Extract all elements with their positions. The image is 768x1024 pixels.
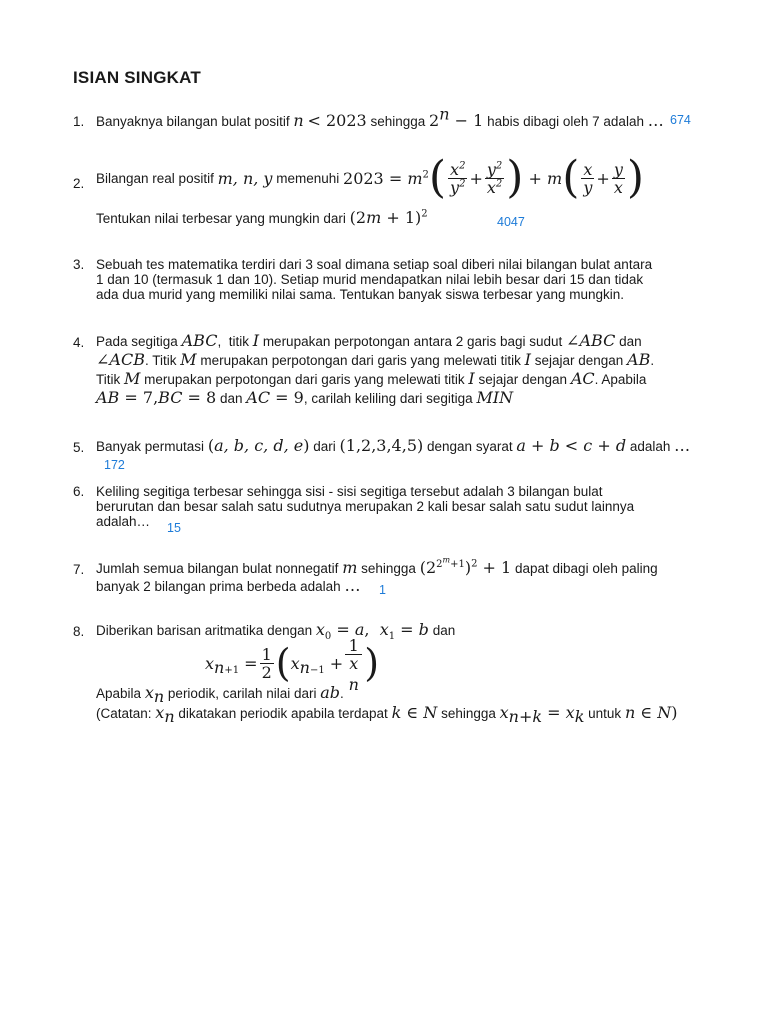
question-1-text: Banyaknya bilangan bulat positif n < 2023 sehingga $2^n - 1$ habis dibagi oleh 7 adalah … xyxy=(96,104,664,130)
page-title: ISIAN SINGKAT xyxy=(73,68,201,87)
question-number-2: 2. xyxy=(73,176,85,191)
question-8-line-3: Apabila $x_n$ periodik, carilah nilai dari ab. xyxy=(96,683,344,707)
question-7-line-2: banyak 2 bilangan prima berbeda adalah … xyxy=(96,576,361,595)
question-6-line-1: Keliling segitiga terbesar sehingga sisi - sisi segitiga tersebut adalah 3 bilangan bulat xyxy=(96,484,603,499)
answer-2: 4047 xyxy=(497,215,525,229)
question-5-text: Banyak permutasi (a, b, c, d, e) dari (1,2,3,4,5) dengan syarat a + b < c + d adalah … xyxy=(96,436,691,455)
question-4-line-3: Titik M merupakan perpotongan dari garis yang melewati titik I sejajar dengan AC. Apabila xyxy=(96,369,647,388)
question-3-line-1: Sebuah tes matematika terdiri dari 3 soal dimana setiap soal diberi nilai bilangan bulat antara xyxy=(96,257,653,272)
question-4-line-4: AB = 7,BC = 8 dan AC = 9, carilah keliling dari segitiga MIN xyxy=(96,388,514,407)
question-2-text: Bilangan real positif m, n, y memenuhi $2023 = m^2$ ( $\frac{x^2}{y^2}$ + $\frac{y^2}{x^2}$ ) + m ( $\frac{x}{y}$ + $\frac{y}{x}$ ) xyxy=(96,152,645,203)
question-number-3: 3. xyxy=(73,257,85,272)
question-8-line-4: (Catatan: $x_n$ dikatakan periodik apabila terdapat k ∈ N sehingga $x_{n+k} = x_k$ untuk n ∈ N) xyxy=(96,703,678,727)
question-number-1: 1. xyxy=(73,114,85,129)
recurrence-formula: $x_{n+1}$ = $\frac{1}{2}$ ( $x_{n-1}$ + 1 x $_n$ ) xyxy=(205,636,380,695)
question-number-6: 6. xyxy=(73,484,85,499)
question-2-line-2: Tentukan nilai terbesar yang mungkin dari $(2m + 1)^2$ xyxy=(96,208,428,227)
question-number-8: 8. xyxy=(73,624,85,639)
question-6-line-2: berurutan dan besar salah satu sudutnya merupakan 2 kali besar salah satu sudut lainnya xyxy=(96,499,635,514)
question-7-line-1: Jumlah semua bilangan bulat nonnegatif m sehingga $(2^{2^m+1})^2 + 1$ dapat dibagi oleh paling xyxy=(96,555,658,577)
question-8-line-1: Diberikan barisan aritmatika dengan $x_0 = a$, $x_1 = b$ dan xyxy=(96,620,456,643)
question-4-line-2: ∠ACB. Titik M merupakan perpotongan dari garis yang melewati titik I sejajar dengan AB. xyxy=(96,350,655,369)
question-3-line-3: ada dua murid yang memiliki nilai sama. Tentukan banyak siswa terbesar yang mungkin. xyxy=(96,287,625,302)
question-3-line-2: 1 dan 10 (termasuk 1 dan 10). Setiap murid mendapatkan nilai lebih besar dari 15 dan tidak xyxy=(96,272,644,287)
question-number-4: 4. xyxy=(73,335,85,350)
answer-6: 15 xyxy=(167,521,181,535)
answer-7: 1 xyxy=(379,583,386,597)
question-number-5: 5. xyxy=(73,440,85,455)
question-4-line-1: Pada segitiga ABC, titik I merupakan perpotongan antara 2 garis bagi sudut ∠ABC dan xyxy=(96,331,642,350)
answer-5: 172 xyxy=(104,458,125,472)
question-6-line-3: adalah… xyxy=(96,514,151,529)
question-number-7: 7. xyxy=(73,562,85,577)
answer-1: 674 xyxy=(670,113,691,127)
